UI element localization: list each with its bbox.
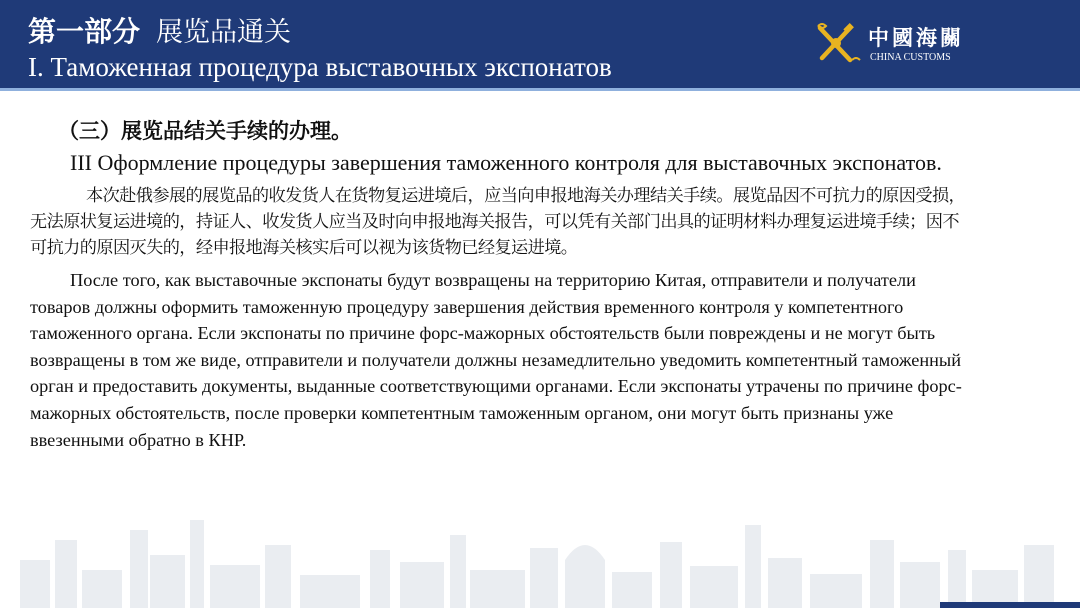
header-bar	[0, 0, 1080, 88]
china-customs-logo	[812, 18, 982, 68]
header-divider	[0, 88, 1080, 91]
heading-chinese: （三）展览品结关手续的办理。	[58, 119, 352, 143]
customs-emblem-icon	[812, 18, 862, 68]
section-number: 第一部分	[28, 15, 141, 48]
main-content	[30, 116, 970, 453]
paragraph-russian: После того, как выставочные экспонаты будут возвращены на территорию Китая, отправители и получатели товаров должны оформить таможенную процедуру завершения действия временного контроля у компетентного таможенного органа. Если экспонаты по причине форс-мажорных обстоятельств были повреждены и не могут быть возвращены в том же виде, отправители и получатели должны незамедлительно уведомить компетентный таможенный орган и предоставить документы, выданные соответствующими органами. Если экспонаты утрачены по причине форс-мажорных обстоятельств, после проверки компетентным таможенным органом, они могут быть признаны уже ввезенными обратно в КНР.	[30, 270, 962, 450]
section-name: 展览品通关	[156, 17, 292, 48]
paragraph-chinese: 本次赴俄参展的展览品的收发货人在货物复运进境后，应当向申报地海关办理结关手续。展览品因不可抗力的原因受损，无法原状复运进境的，持证人、收发货人应当及时向申报地海关报告，可以凭有关部门出具的证明材料办理复运进境手续；因不可抗力的原因灭失的，经申报地海关核实后可以视为该货物已经复运进境。	[30, 186, 966, 258]
heading-russian: III Оформление процедуры завершения таможенного контроля для выставочных экспонатов.	[70, 150, 942, 175]
section-subtitle: I. Таможенная процедура выставочных экспонатов	[28, 52, 612, 82]
logo-english-text: CHINA CUSTOMS	[870, 52, 951, 63]
logo-chinese-text: 中國海關	[868, 25, 964, 50]
corner-accent-bar	[940, 602, 1080, 608]
section-title	[28, 10, 291, 50]
city-skyline-decoration	[0, 500, 1080, 608]
